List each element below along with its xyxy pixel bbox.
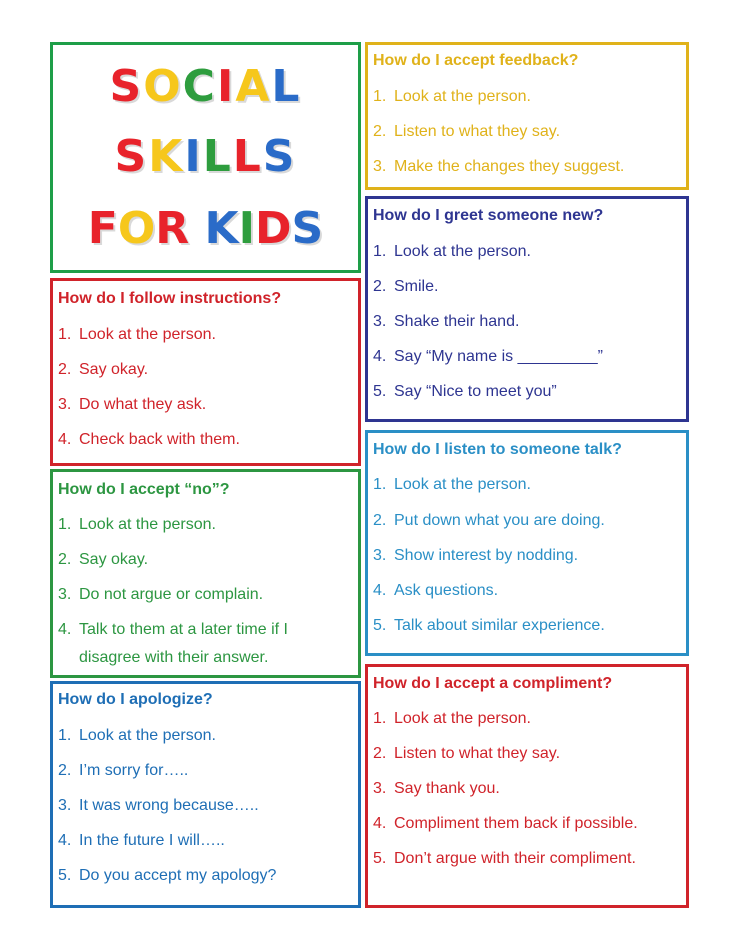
list-item: 1. Look at the person. <box>373 710 531 727</box>
list-item: 2. Listen to what they say. <box>373 745 561 762</box>
list-item: 1. Look at the person. <box>58 326 216 343</box>
list-item: 4. Compliment them back if possible. <box>373 815 638 832</box>
list-item: 3. Show interest by nodding. <box>373 547 579 564</box>
title-letter: I <box>216 61 236 112</box>
list-item: 5. Don’t argue with their compliment. <box>373 850 636 867</box>
title-letter: R <box>155 203 190 254</box>
list-item: 3. Make the changes they suggest. <box>373 158 625 175</box>
card-greet-someone <box>365 196 689 422</box>
list-item: 5. Say “Nice to meet you” <box>373 383 557 400</box>
list-item: 2. Smile. <box>373 278 439 295</box>
card-question: How do I greet someone new? <box>373 207 604 224</box>
list-item: 2. Listen to what they say. <box>373 123 561 140</box>
title-letter: C <box>182 61 217 112</box>
list-item: 2. Say okay. <box>58 551 149 568</box>
card-question: How do I accept “no”? <box>58 481 230 498</box>
list-item-continuation: disagree with their answer. <box>79 649 269 666</box>
card-follow-instructions <box>50 278 361 466</box>
title-letter: S <box>109 61 144 112</box>
title-letter: I <box>184 131 203 182</box>
card-listen <box>365 430 689 656</box>
list-item: 3. It was wrong because….. <box>58 797 259 814</box>
card-question: How do I accept a compliment? <box>373 675 613 692</box>
list-item: 1. Look at the person. <box>373 88 531 105</box>
title-letter: S <box>291 203 324 254</box>
card-accept-no <box>50 469 361 678</box>
title-letter: D <box>254 203 292 254</box>
title-letter: K <box>148 131 185 182</box>
list-item: 3. Do not argue or complain. <box>58 586 264 603</box>
title-letter: S <box>262 131 297 182</box>
title-line-for-kids <box>53 203 358 254</box>
list-item: 4. Say “My name is _________” <box>373 348 603 365</box>
list-item: 2. Put down what you are doing. <box>373 512 605 529</box>
title-letter: K <box>204 203 239 254</box>
list-item: 4. Ask questions. <box>373 582 499 599</box>
list-item: 4. In the future I will….. <box>58 832 225 849</box>
card-accept-feedback <box>365 42 689 190</box>
title-line-social <box>53 61 358 112</box>
list-item: 3. Say thank you. <box>373 780 500 797</box>
title-letter <box>189 203 204 254</box>
card-question: How do I listen to someone talk? <box>373 441 622 458</box>
title-letter: L <box>271 61 302 112</box>
card-accept-compliment <box>365 664 689 908</box>
list-item: 3. Do what they ask. <box>58 396 207 413</box>
title-letter: I <box>238 203 255 254</box>
list-item: 2. Say okay. <box>58 361 149 378</box>
list-item: 1. Look at the person. <box>373 243 531 260</box>
title-letter: A <box>235 61 272 112</box>
title-logo <box>50 42 361 273</box>
title-letter: L <box>232 131 263 182</box>
list-item: 5. Talk about similar experience. <box>373 617 605 634</box>
title-letter: O <box>143 61 183 112</box>
list-item: 1. Look at the person. <box>373 476 531 493</box>
card-question: How do I follow instructions? <box>58 290 282 307</box>
list-item: 3. Shake their hand. <box>373 313 520 330</box>
card-question: How do I accept feedback? <box>373 52 579 69</box>
list-item: 4. Talk to them at a later time if I <box>58 621 288 638</box>
title-letter: O <box>117 203 156 254</box>
card-question: How do I apologize? <box>58 691 213 708</box>
title-letter: F <box>87 203 118 254</box>
title-letter: S <box>114 131 149 182</box>
list-item: 2. I’m sorry for….. <box>58 762 189 779</box>
title-line-skills <box>53 131 358 182</box>
list-item: 1. Look at the person. <box>58 727 216 744</box>
list-item: 1. Look at the person. <box>58 516 216 533</box>
card-apologize <box>50 681 361 908</box>
title-letter: L <box>202 131 233 182</box>
list-item: 5. Do you accept my apology? <box>58 867 277 884</box>
list-item: 4. Check back with them. <box>58 431 240 448</box>
